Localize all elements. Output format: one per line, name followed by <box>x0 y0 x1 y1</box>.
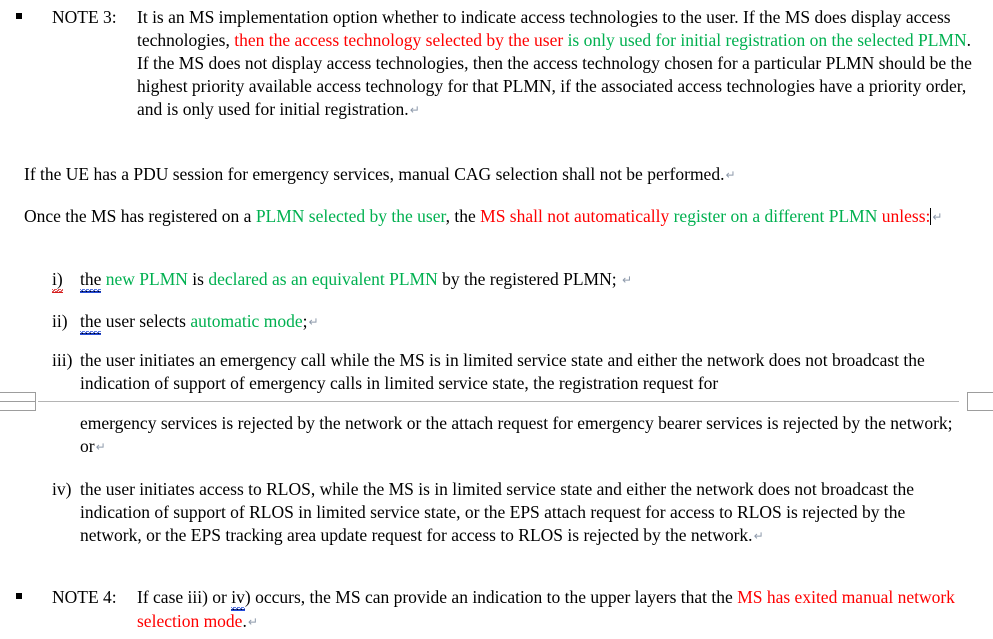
note-4-body <box>137 586 982 634</box>
once-segment-3: , the <box>445 206 481 226</box>
note-4-segment-1: If case iii) or <box>137 587 232 607</box>
spellcheck-underline-blue <box>80 268 101 292</box>
list-i-segment-4: by the registered PLMN; <box>437 269 621 289</box>
paragraph-emergency-services <box>24 163 964 187</box>
paragraph-return-icon: ↵ <box>308 315 319 329</box>
list-item-iv-text <box>80 478 970 548</box>
note-4-label: NOTE 4: <box>52 587 117 607</box>
paragraph-emergency-text: If the UE has a PDU session for emergency services, manual CAG selection shall not be performed. <box>24 164 725 184</box>
list-marker-i <box>52 268 80 291</box>
note-4-segment-3: ) occurs, the MS can provide an indication to the upper layers that the <box>244 587 738 607</box>
spellcheck-underline-blue <box>231 586 245 610</box>
note-3-label: NOTE 3: <box>52 7 117 27</box>
list-i-segment-1-green: new PLMN <box>101 269 188 289</box>
list-i-segment-2: is <box>187 269 209 289</box>
page-break-handle-right[interactable] <box>967 392 993 411</box>
list-item-iii-text-before-break: the user initiates an emergency call while the MS is in limited service state and either the network does not broadcast the indication of support of emergency calls in limited service state, the registration request for <box>80 350 925 393</box>
list-marker-iii: iii) <box>52 350 73 370</box>
paragraph-return-icon: ↵ <box>247 615 258 629</box>
paragraph-return-icon: ↵ <box>932 210 943 224</box>
page-break-separator[interactable] <box>0 390 993 414</box>
list-iii-continuation-text: emergency services is rejected by the network or the attach request for emergency bearer services is rejected by the network; or <box>80 413 953 456</box>
list-marker-i-text: i) <box>52 269 63 289</box>
note-3-segment-2-red: then the access technology selected by the user <box>234 30 564 50</box>
paragraph-once-registered <box>24 205 964 229</box>
note-4-segment-5: . <box>242 611 247 631</box>
list-item-ii-text <box>80 310 980 334</box>
list-ii-segment-3: ; <box>302 311 308 331</box>
once-segment-6-red: unless: <box>877 206 931 226</box>
paragraph-return-icon: ↵ <box>409 103 420 117</box>
paragraph-return-icon: ↵ <box>621 273 633 287</box>
note-3-segment-1: It is an MS implementation option whether to indicate access technologies to the user. If the MS does display access technologies, <box>137 7 951 50</box>
once-segment-1: Once the MS has registered on a <box>24 206 256 226</box>
note-3-segment-4: . If the MS does not display access technologies, then the access technology chosen for a particular PLMN should be the highest priority available access technology for that PLMN, if the associated access technologies have a priority order, and is only used for initial registration. <box>137 30 972 119</box>
note-3-body <box>137 6 982 122</box>
paragraph-return-icon: ↵ <box>753 529 764 543</box>
spellcheck-underline-red <box>52 268 63 291</box>
bullet-marker-icon <box>16 593 22 599</box>
word-the: the <box>80 269 102 289</box>
note-4-segment-4-red: MS has exited manual network selection mode <box>137 587 955 631</box>
paragraph-return-icon: ↵ <box>95 440 106 454</box>
once-segment-4-red: MS shall not automatically <box>480 206 670 226</box>
page-break-rule <box>38 401 959 402</box>
list-marker-ii: ii) <box>52 311 68 331</box>
list-ii-segment-2-green: automatic mode <box>190 311 303 331</box>
list-iv-body-text: the user initiates access to RLOS, while the MS is in limited service state and either the network does not broadcast the indication of support of RLOS in limited service state, or the EPS attach request for access to RLOS is rejected by the network, or the EPS tracking area update request for access to RLOS is rejected by the network. <box>80 479 914 545</box>
word-the: the <box>80 311 102 331</box>
list-item-i-text <box>80 268 980 292</box>
once-segment-5-green: register on a different PLMN <box>669 206 878 226</box>
once-segment-2-green: PLMN selected by the user <box>255 206 446 226</box>
list-item-iii-text-after-break <box>80 412 975 459</box>
page-break-handle-left[interactable] <box>0 392 36 411</box>
list-ii-segment-1: user selects <box>101 311 191 331</box>
bullet-marker-icon <box>16 13 22 19</box>
note-3-segment-3-green: is only used for initial registration on the selected PLMN <box>563 30 967 50</box>
note-4-word-iv: iv <box>231 587 245 607</box>
paragraph-return-icon: ↵ <box>725 168 736 182</box>
spellcheck-underline-blue <box>80 310 101 334</box>
list-marker-iv: iv) <box>52 479 72 499</box>
list-i-segment-3-green: declared as an equivalent PLMN <box>208 269 438 289</box>
